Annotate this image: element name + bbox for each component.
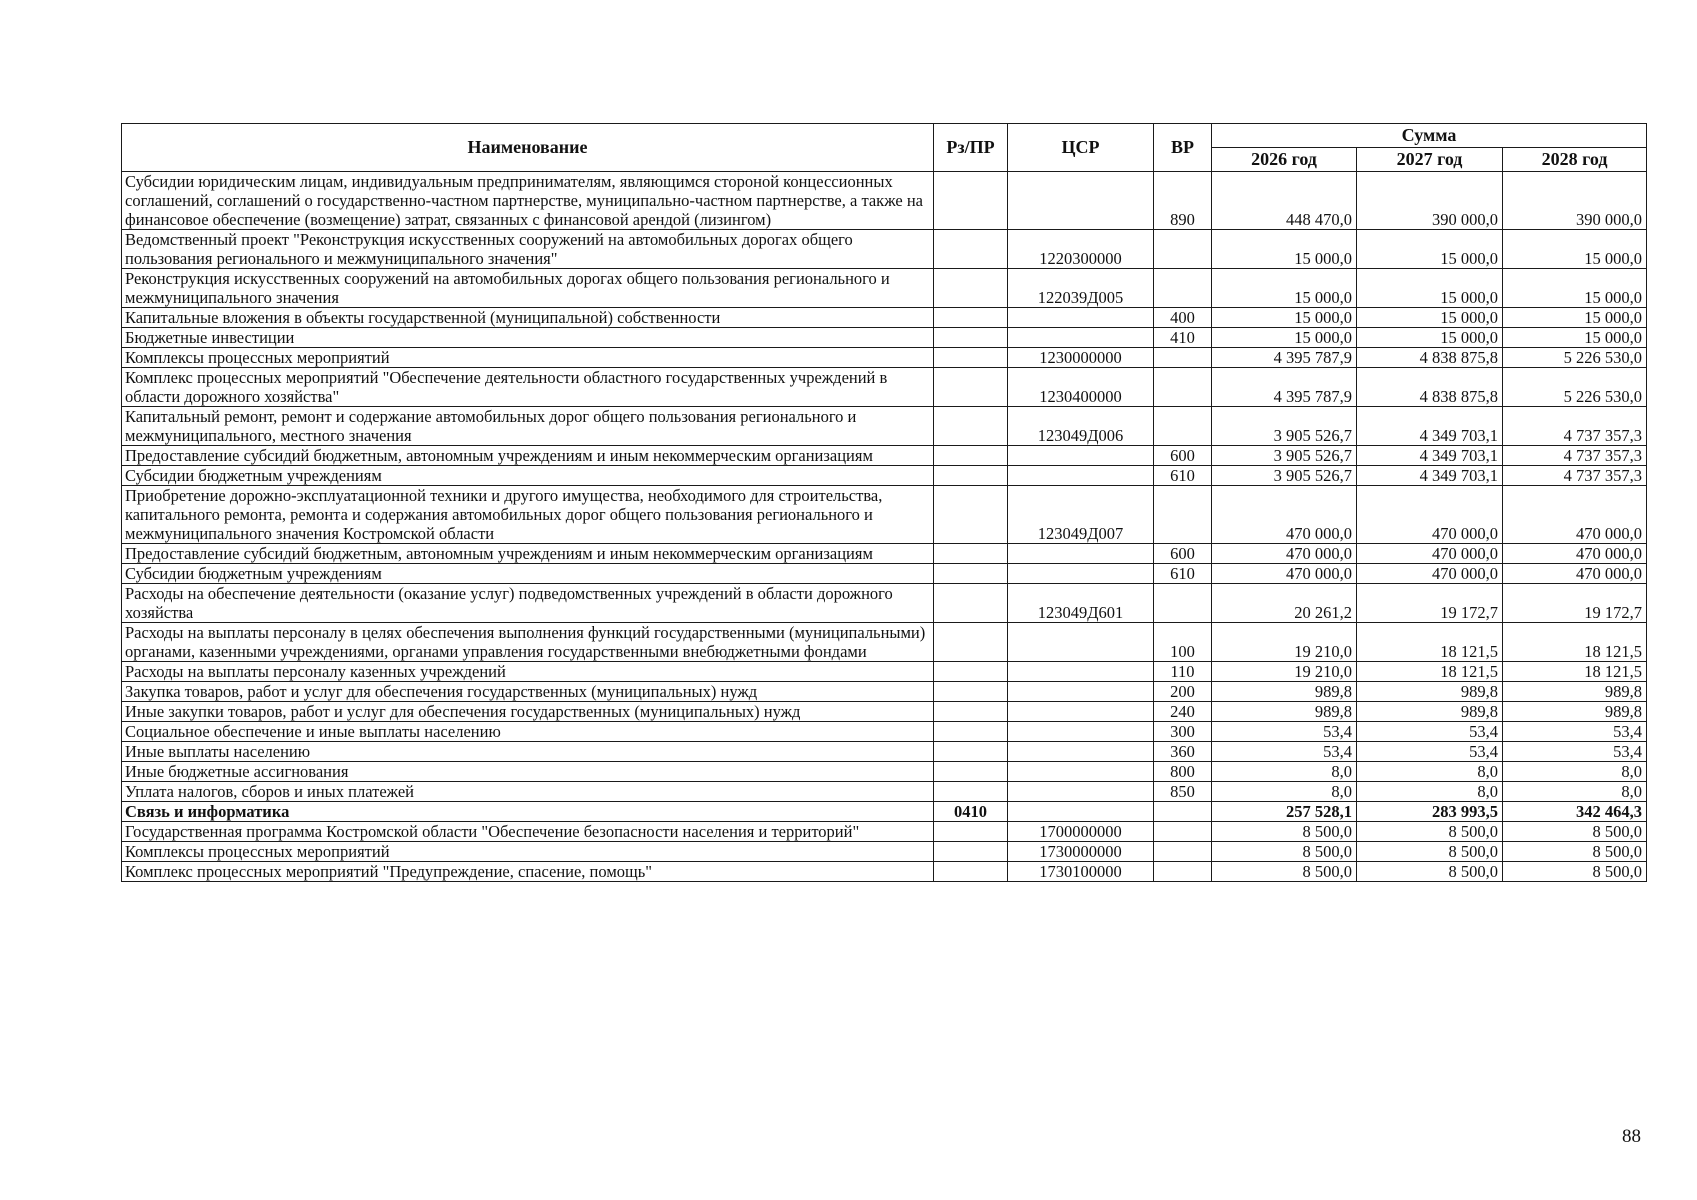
- cell-sum-2028: 989,8: [1503, 702, 1647, 722]
- cell-rz-pr: [934, 348, 1008, 368]
- cell-name: Капитальный ремонт, ремонт и содержание автомобильных дорог общего пользования регионального и межмуниципального, местного значения: [122, 407, 934, 446]
- cell-sum-2027: 989,8: [1357, 682, 1503, 702]
- cell-vr: [1154, 584, 1212, 623]
- table-row: [122, 466, 1647, 486]
- cell-name: Бюджетные инвестиции: [122, 328, 934, 348]
- cell-sum-2027: 19 172,7: [1357, 584, 1503, 623]
- cell-vr: 200: [1154, 682, 1212, 702]
- page-number: 88: [1622, 1126, 1641, 1147]
- table-row: [122, 269, 1647, 308]
- cell-sum-2026: 470 000,0: [1212, 544, 1357, 564]
- cell-sum-2026: 8 500,0: [1212, 862, 1357, 882]
- cell-rz-pr: [934, 862, 1008, 882]
- cell-vr: 400: [1154, 308, 1212, 328]
- cell-sum-2026: 20 261,2: [1212, 584, 1357, 623]
- cell-name: Капитальные вложения в объекты государственной (муниципальной) собственности: [122, 308, 934, 328]
- cell-name: Комплекс процессных мероприятий "Обеспечение деятельности областного государственных учреждений в области дорожного хозяйства": [122, 368, 934, 407]
- cell-sum-2027: 4 838 875,8: [1357, 368, 1503, 407]
- cell-sum-2027: 8 500,0: [1357, 822, 1503, 842]
- cell-csr: 122039Д005: [1008, 269, 1154, 308]
- cell-sum-2026: 8 500,0: [1212, 842, 1357, 862]
- cell-vr: 800: [1154, 762, 1212, 782]
- cell-name: Расходы на обеспечение деятельности (оказание услуг) подведомственных учреждений в области дорожного хозяйства: [122, 584, 934, 623]
- cell-sum-2028: 5 226 530,0: [1503, 348, 1647, 368]
- cell-rz-pr: [934, 822, 1008, 842]
- cell-name: Государственная программа Костромской области "Обеспечение безопасности населения и территорий": [122, 822, 934, 842]
- table-body: [122, 172, 1647, 882]
- cell-csr: [1008, 742, 1154, 762]
- cell-rz-pr: [934, 564, 1008, 584]
- cell-sum-2026: 3 905 526,7: [1212, 407, 1357, 446]
- cell-rz-pr: [934, 702, 1008, 722]
- cell-sum-2028: 989,8: [1503, 682, 1647, 702]
- cell-sum-2027: 15 000,0: [1357, 328, 1503, 348]
- cell-vr: 300: [1154, 722, 1212, 742]
- cell-sum-2028: 8 500,0: [1503, 822, 1647, 842]
- cell-rz-pr: [934, 584, 1008, 623]
- cell-vr: [1154, 230, 1212, 269]
- cell-name: Субсидии бюджетным учреждениям: [122, 466, 934, 486]
- cell-name: Связь и информатика: [122, 802, 934, 822]
- cell-sum-2028: 19 172,7: [1503, 584, 1647, 623]
- cell-sum-2026: 15 000,0: [1212, 308, 1357, 328]
- cell-sum-2028: 18 121,5: [1503, 623, 1647, 662]
- cell-name: Приобретение дорожно-эксплуатационной техники и другого имущества, необходимого для строительства, капитального ремонта, ремонта и содержания автомобильных дорог общего пользования регионального и межмуниципального значения Костромской области: [122, 486, 934, 544]
- cell-vr: 100: [1154, 623, 1212, 662]
- cell-name: Уплата налогов, сборов и иных платежей: [122, 782, 934, 802]
- cell-vr: [1154, 368, 1212, 407]
- cell-csr: [1008, 446, 1154, 466]
- cell-rz-pr: [934, 486, 1008, 544]
- header-name: Наименование: [122, 124, 934, 172]
- cell-csr: [1008, 172, 1154, 230]
- cell-sum-2028: 53,4: [1503, 722, 1647, 742]
- cell-sum-2026: 19 210,0: [1212, 662, 1357, 682]
- cell-csr: [1008, 662, 1154, 682]
- cell-vr: [1154, 822, 1212, 842]
- cell-sum-2027: 15 000,0: [1357, 269, 1503, 308]
- cell-rz-pr: [934, 623, 1008, 662]
- cell-sum-2026: 4 395 787,9: [1212, 348, 1357, 368]
- cell-vr: [1154, 407, 1212, 446]
- cell-sum-2026: 3 905 526,7: [1212, 446, 1357, 466]
- header-year-2028: 2028 год: [1503, 148, 1647, 172]
- header-year-2026: 2026 год: [1212, 148, 1357, 172]
- cell-sum-2027: 470 000,0: [1357, 544, 1503, 564]
- cell-sum-2027: 8 500,0: [1357, 862, 1503, 882]
- cell-sum-2026: 989,8: [1212, 682, 1357, 702]
- cell-sum-2027: 283 993,5: [1357, 802, 1503, 822]
- cell-name: Предоставление субсидий бюджетным, автономным учреждениям и иным некоммерческим организациям: [122, 544, 934, 564]
- table-row: [122, 328, 1647, 348]
- cell-rz-pr: [934, 682, 1008, 702]
- cell-sum-2026: 8,0: [1212, 762, 1357, 782]
- table-row: [122, 742, 1647, 762]
- cell-rz-pr: [934, 446, 1008, 466]
- cell-sum-2026: 53,4: [1212, 722, 1357, 742]
- cell-sum-2028: 18 121,5: [1503, 662, 1647, 682]
- cell-sum-2026: 53,4: [1212, 742, 1357, 762]
- cell-rz-pr: [934, 269, 1008, 308]
- table-row: [122, 564, 1647, 584]
- cell-sum-2026: 8 500,0: [1212, 822, 1357, 842]
- table-row: [122, 308, 1647, 328]
- cell-vr: 110: [1154, 662, 1212, 682]
- table-row: [122, 822, 1647, 842]
- cell-csr: [1008, 544, 1154, 564]
- cell-sum-2027: 53,4: [1357, 722, 1503, 742]
- cell-name: Иные бюджетные ассигнования: [122, 762, 934, 782]
- cell-csr: 1730000000: [1008, 842, 1154, 862]
- cell-sum-2026: 257 528,1: [1212, 802, 1357, 822]
- cell-name: Иные закупки товаров, работ и услуг для обеспечения государственных (муниципальных) нужд: [122, 702, 934, 722]
- table-row: [122, 446, 1647, 466]
- cell-sum-2027: 4 349 703,1: [1357, 407, 1503, 446]
- table-row: [122, 842, 1647, 862]
- cell-sum-2028: 342 464,3: [1503, 802, 1647, 822]
- cell-vr: 600: [1154, 544, 1212, 564]
- cell-sum-2027: 8,0: [1357, 782, 1503, 802]
- table-row: [122, 368, 1647, 407]
- table-row: [122, 486, 1647, 544]
- cell-sum-2028: 470 000,0: [1503, 544, 1647, 564]
- cell-vr: 360: [1154, 742, 1212, 762]
- table-row: [122, 782, 1647, 802]
- cell-sum-2026: 19 210,0: [1212, 623, 1357, 662]
- cell-sum-2026: 4 395 787,9: [1212, 368, 1357, 407]
- cell-vr: [1154, 348, 1212, 368]
- cell-sum-2028: 8 500,0: [1503, 862, 1647, 882]
- cell-name: Социальное обеспечение и иные выплаты населению: [122, 722, 934, 742]
- cell-name: Ведомственный проект "Реконструкция искусственных сооружений на автомобильных дорогах общего пользования регионального и межмуниципального значения": [122, 230, 934, 269]
- cell-vr: [1154, 802, 1212, 822]
- header-vr: ВР: [1154, 124, 1212, 172]
- header-sum: Сумма: [1212, 124, 1647, 148]
- cell-vr: [1154, 842, 1212, 862]
- cell-sum-2027: 18 121,5: [1357, 662, 1503, 682]
- cell-name: Комплекс процессных мероприятий "Предупреждение, спасение, помощь": [122, 862, 934, 882]
- table-row: [122, 407, 1647, 446]
- cell-vr: 600: [1154, 446, 1212, 466]
- cell-sum-2027: 8,0: [1357, 762, 1503, 782]
- cell-sum-2028: 15 000,0: [1503, 328, 1647, 348]
- cell-csr: [1008, 722, 1154, 742]
- table-row: [122, 230, 1647, 269]
- cell-rz-pr: [934, 762, 1008, 782]
- cell-sum-2026: 15 000,0: [1212, 328, 1357, 348]
- cell-sum-2028: 8,0: [1503, 782, 1647, 802]
- budget-table: [121, 123, 1647, 882]
- cell-sum-2027: 4 838 875,8: [1357, 348, 1503, 368]
- table-row: [122, 802, 1647, 822]
- cell-csr: [1008, 762, 1154, 782]
- cell-name: Расходы на выплаты персоналу в целях обеспечения выполнения функций государственными (муниципальными) органами, казенными учреждениями, органами управления государственными внебюджетными фондами: [122, 623, 934, 662]
- cell-csr: [1008, 702, 1154, 722]
- cell-name: Расходы на выплаты персоналу казенных учреждений: [122, 662, 934, 682]
- cell-rz-pr: [934, 662, 1008, 682]
- cell-rz-pr: [934, 742, 1008, 762]
- cell-csr: [1008, 782, 1154, 802]
- cell-csr: [1008, 682, 1154, 702]
- cell-rz-pr: [934, 368, 1008, 407]
- cell-vr: [1154, 269, 1212, 308]
- table-row: [122, 662, 1647, 682]
- cell-sum-2026: 3 905 526,7: [1212, 466, 1357, 486]
- cell-csr: [1008, 328, 1154, 348]
- cell-vr: [1154, 486, 1212, 544]
- cell-csr: [1008, 308, 1154, 328]
- header-csr: ЦСР: [1008, 124, 1154, 172]
- cell-rz-pr: [934, 308, 1008, 328]
- cell-name: Предоставление субсидий бюджетным, автономным учреждениям и иным некоммерческим организациям: [122, 446, 934, 466]
- cell-sum-2027: 8 500,0: [1357, 842, 1503, 862]
- cell-vr: 240: [1154, 702, 1212, 722]
- table-row: [122, 862, 1647, 882]
- cell-csr: 1220300000: [1008, 230, 1154, 269]
- cell-sum-2028: 53,4: [1503, 742, 1647, 762]
- cell-name: Иные выплаты населению: [122, 742, 934, 762]
- cell-csr: [1008, 802, 1154, 822]
- cell-sum-2027: 4 349 703,1: [1357, 446, 1503, 466]
- cell-csr: [1008, 564, 1154, 584]
- cell-name: Закупка товаров, работ и услуг для обеспечения государственных (муниципальных) нужд: [122, 682, 934, 702]
- cell-csr: 1730100000: [1008, 862, 1154, 882]
- cell-rz-pr: [934, 842, 1008, 862]
- table-row: [122, 584, 1647, 623]
- cell-rz-pr: [934, 722, 1008, 742]
- cell-rz-pr: [934, 407, 1008, 446]
- table-row: [122, 762, 1647, 782]
- cell-vr: 610: [1154, 564, 1212, 584]
- cell-sum-2026: 15 000,0: [1212, 230, 1357, 269]
- cell-sum-2028: 470 000,0: [1503, 486, 1647, 544]
- cell-name: Комплексы процессных мероприятий: [122, 842, 934, 862]
- table-row: [122, 722, 1647, 742]
- cell-csr: 1700000000: [1008, 822, 1154, 842]
- cell-sum-2026: 470 000,0: [1212, 486, 1357, 544]
- cell-csr: [1008, 623, 1154, 662]
- cell-sum-2028: 470 000,0: [1503, 564, 1647, 584]
- cell-sum-2028: 4 737 357,3: [1503, 466, 1647, 486]
- cell-rz-pr: [934, 544, 1008, 564]
- cell-sum-2027: 15 000,0: [1357, 230, 1503, 269]
- cell-vr: 610: [1154, 466, 1212, 486]
- cell-sum-2028: 390 000,0: [1503, 172, 1647, 230]
- table-row: [122, 623, 1647, 662]
- cell-sum-2027: 470 000,0: [1357, 486, 1503, 544]
- cell-sum-2027: 390 000,0: [1357, 172, 1503, 230]
- header-rz-pr: Рз/ПР: [934, 124, 1008, 172]
- cell-csr: 123049Д006: [1008, 407, 1154, 446]
- cell-csr: [1008, 466, 1154, 486]
- cell-rz-pr: 0410: [934, 802, 1008, 822]
- cell-sum-2026: 448 470,0: [1212, 172, 1357, 230]
- cell-sum-2028: 5 226 530,0: [1503, 368, 1647, 407]
- cell-sum-2028: 8,0: [1503, 762, 1647, 782]
- header-year-2027: 2027 год: [1357, 148, 1503, 172]
- cell-sum-2028: 4 737 357,3: [1503, 446, 1647, 466]
- table-row: [122, 544, 1647, 564]
- cell-sum-2026: 470 000,0: [1212, 564, 1357, 584]
- cell-sum-2028: 15 000,0: [1503, 230, 1647, 269]
- cell-name: Субсидии юридическим лицам, индивидуальным предпринимателям, являющимся стороной концессионных соглашений, соглашений о государственно-частном партнерстве, муниципально-частном партнерстве, а также на финансовое обеспечение (возмещение) затрат, связанных с финансовой арендой (лизингом): [122, 172, 934, 230]
- cell-csr: 1230000000: [1008, 348, 1154, 368]
- cell-sum-2026: 989,8: [1212, 702, 1357, 722]
- cell-vr: [1154, 862, 1212, 882]
- cell-sum-2028: 15 000,0: [1503, 308, 1647, 328]
- cell-sum-2027: 989,8: [1357, 702, 1503, 722]
- cell-rz-pr: [934, 466, 1008, 486]
- cell-sum-2026: 8,0: [1212, 782, 1357, 802]
- cell-rz-pr: [934, 230, 1008, 269]
- cell-sum-2027: 4 349 703,1: [1357, 466, 1503, 486]
- cell-name: Реконструкция искусственных сооружений на автомобильных дорогах общего пользования регионального и межмуниципального значения: [122, 269, 934, 308]
- cell-sum-2028: 8 500,0: [1503, 842, 1647, 862]
- cell-name: Комплексы процессных мероприятий: [122, 348, 934, 368]
- table-row: [122, 702, 1647, 722]
- cell-sum-2027: 53,4: [1357, 742, 1503, 762]
- cell-csr: 1230400000: [1008, 368, 1154, 407]
- cell-sum-2028: 15 000,0: [1503, 269, 1647, 308]
- cell-rz-pr: [934, 328, 1008, 348]
- cell-sum-2027: 470 000,0: [1357, 564, 1503, 584]
- cell-vr: 410: [1154, 328, 1212, 348]
- cell-sum-2027: 18 121,5: [1357, 623, 1503, 662]
- cell-name: Субсидии бюджетным учреждениям: [122, 564, 934, 584]
- cell-csr: 123049Д601: [1008, 584, 1154, 623]
- cell-rz-pr: [934, 782, 1008, 802]
- table-row: [122, 348, 1647, 368]
- cell-vr: 890: [1154, 172, 1212, 230]
- cell-csr: 123049Д007: [1008, 486, 1154, 544]
- table-row: [122, 682, 1647, 702]
- cell-sum-2026: 15 000,0: [1212, 269, 1357, 308]
- cell-sum-2027: 15 000,0: [1357, 308, 1503, 328]
- cell-sum-2028: 4 737 357,3: [1503, 407, 1647, 446]
- cell-vr: 850: [1154, 782, 1212, 802]
- cell-rz-pr: [934, 172, 1008, 230]
- table-row: [122, 172, 1647, 230]
